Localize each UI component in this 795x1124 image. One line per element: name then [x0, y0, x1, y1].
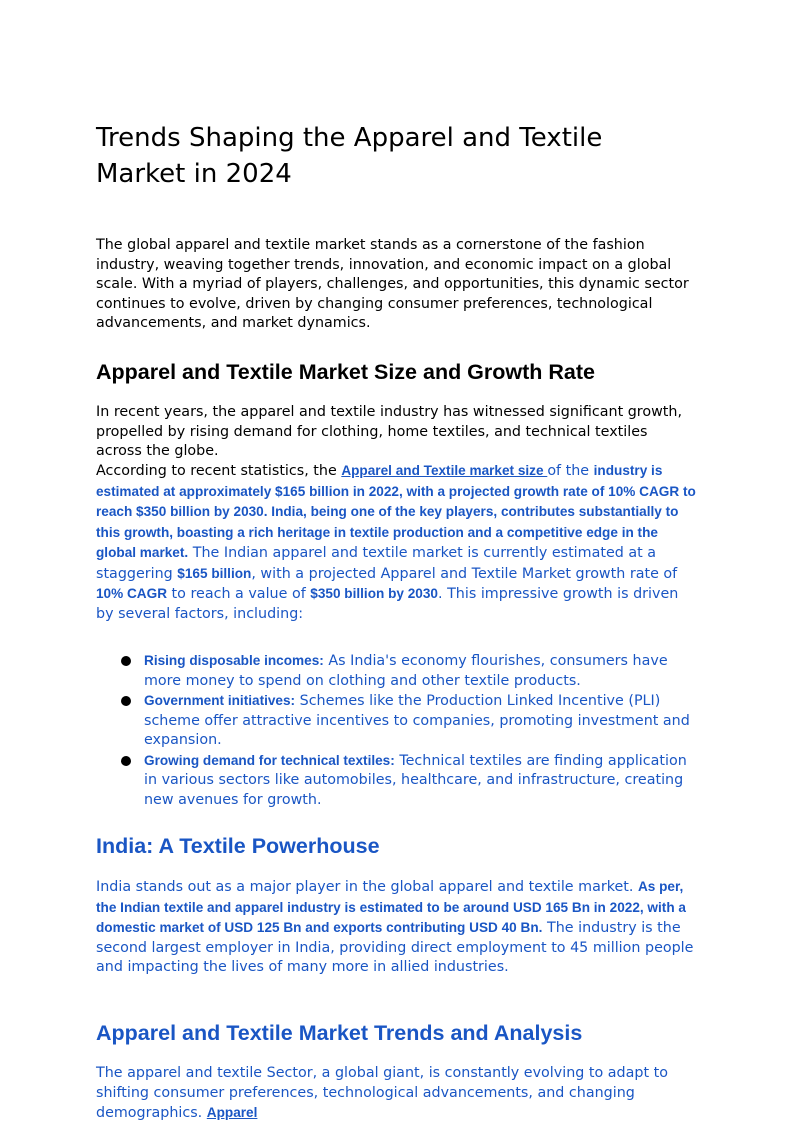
list-item-text: Technical textiles are finding application in various sectors like automobiles, healthcare, and infrastructure, creating new avenues for growth.: [144, 752, 687, 808]
document-title: Trends Shaping the Apparel and Textile Market in 2024: [96, 123, 603, 189]
p2-lead: According to recent statistics, the: [96, 463, 342, 479]
intro-paragraph: The global apparel and textile market stands as a cornerstone of the fashion industry, weaving together trends, innovation, and economic impact on a global scale. With a myriad of players, challenges, and opportunities, this dynamic sector continues to evolve, driven by changing consumer preferences, technological advancements, and market dynamics.: [96, 237, 689, 331]
p2-bold-2: 10% CAGR: [96, 586, 168, 601]
list-item-text: As India's economy flourishes, consumers have more money to spend on clothing and other textile products.: [144, 653, 668, 689]
trends-paragraph: [96, 1064, 696, 1124]
list-item-bold: Rising disposable incomes:: [144, 653, 324, 668]
list-item: [96, 751, 696, 811]
p2-bold-stats: industry is estimated at approximately $165 billion in 2022, with a projected growth rate of 10% CAGR to reach $350 billion by 2030. India, being one of the key players, contributes substantially to this growth, boasting a rich heritage in textile production and a competitive edge in the global market.: [96, 463, 696, 560]
p2-text-1: The Indian apparel and textile market is currently estimated at a staggering: [96, 545, 657, 582]
p2-of: of the: [547, 463, 594, 479]
market-size-paragraph-2: [96, 461, 696, 624]
p2-text-4: . This impressive growth is driven by several factors, including:: [96, 586, 679, 622]
market-size-paragraph-1: In recent years, the apparel and textile industry has witnessed significant growth, propelled by rising demand for clothing, home textiles, and technical textiles across the globe.: [96, 404, 683, 459]
india-bold-stats: As per, the Indian textile and apparel industry is estimated to be around USD 165 Bn in 2022, with a domestic market of USD 125 Bn and exports contributing USD 40 Bn.: [96, 879, 686, 935]
section-heading-india: India: A Textile Powerhouse: [96, 834, 380, 858]
p2-bold-1: $165 billion: [177, 565, 252, 581]
market-size-link[interactable]: Apparel and Textile market size: [341, 463, 548, 478]
list-item: [96, 691, 696, 751]
list-item: [96, 651, 696, 691]
p2-text-3: to reach a value of: [167, 586, 311, 602]
bullet-icon: [121, 656, 131, 666]
bullet-icon: [121, 696, 131, 706]
list-item-bold: Government initiatives:: [144, 693, 296, 708]
section-heading-trends: Apparel and Textile Market Trends and Analysis: [96, 1021, 583, 1045]
p2-text-2: , with a projected Apparel and Textile Market growth rate of: [251, 565, 678, 582]
bullet-icon: [121, 756, 131, 766]
list-item-bold: Growing demand for technical textiles:: [144, 752, 395, 768]
india-text-2: The industry is the second largest employer in India, providing direct employment to 45 million people and impacting the lives of many more in allied industries.: [96, 920, 694, 975]
apparel-link[interactable]: Apparel: [206, 1105, 258, 1120]
section-heading-market-size: Apparel and Textile Market Size and Growth Rate: [96, 360, 595, 384]
india-paragraph: [96, 877, 696, 978]
list-item-text: Schemes like the Production Linked Incentive (PLI) scheme offer attractive incentives to companies, promoting investment and expansion.: [144, 693, 690, 748]
india-text-1: India stands out as a major player in the global apparel and textile market.: [96, 879, 638, 895]
trends-text-1: The apparel and textile Sector, a global giant, is constantly evolving to adapt to shifting consumer preferences, technological advancements, and changing demographics.: [96, 1065, 668, 1121]
p2-bold-3: $350 billion by 2030: [310, 586, 438, 601]
growth-factors-list: [96, 651, 696, 810]
